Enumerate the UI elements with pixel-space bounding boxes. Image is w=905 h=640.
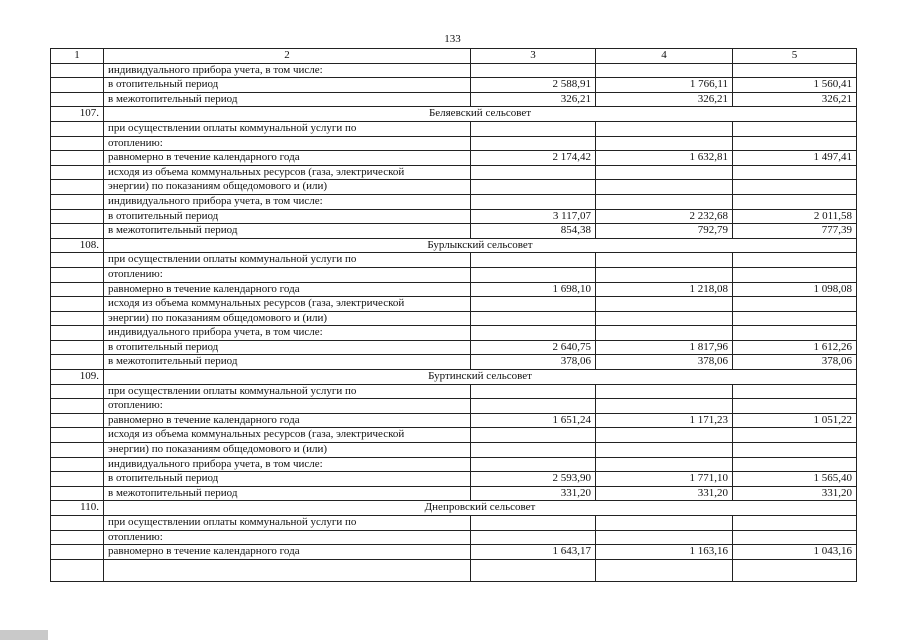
value-cell-5: 1 051,22 [733, 413, 857, 428]
row-number-cell [51, 399, 104, 414]
table-row [51, 530, 857, 545]
row-number-cell [51, 428, 104, 443]
value-cell-3: 2 640,75 [471, 340, 596, 355]
description-cell: исходя из объема коммунальных ресурсов (газа, электрической [104, 165, 471, 180]
description-cell: отоплению: [104, 399, 471, 414]
description-cell: энергии) по показаниям общедомового и (или) [104, 311, 471, 326]
section-title: Беляевский сельсовет [104, 107, 857, 122]
value-cell-5: 1 612,26 [733, 340, 857, 355]
value-cell-5 [733, 457, 857, 472]
row-number-cell [51, 457, 104, 472]
value-cell-5 [733, 399, 857, 414]
row-number-cell [51, 267, 104, 282]
value-cell-5 [733, 180, 857, 195]
row-number-cell [51, 530, 104, 545]
section-number: 109. [51, 370, 104, 385]
description-cell: исходя из объема коммунальных ресурсов (газа, электрической [104, 428, 471, 443]
section-title: Днепровский сельсовет [104, 501, 857, 516]
value-cell-3 [471, 297, 596, 312]
value-cell-4 [596, 297, 733, 312]
value-cell-5 [733, 428, 857, 443]
value-cell-3 [471, 399, 596, 414]
value-cell-5: 1 098,08 [733, 282, 857, 297]
table-row [51, 545, 857, 560]
value-cell-3 [471, 559, 596, 581]
row-number-cell [51, 559, 104, 581]
value-cell-3: 3 117,07 [471, 209, 596, 224]
value-cell-5: 1 560,41 [733, 78, 857, 93]
table-body [51, 49, 857, 582]
value-cell-3 [471, 457, 596, 472]
value-cell-4 [596, 428, 733, 443]
table-row [51, 267, 857, 282]
table-row [51, 340, 857, 355]
value-cell-4 [596, 559, 733, 581]
value-cell-4 [596, 530, 733, 545]
value-cell-5 [733, 63, 857, 78]
value-cell-3 [471, 267, 596, 282]
value-cell-3 [471, 121, 596, 136]
value-cell-3 [471, 180, 596, 195]
row-number-cell [51, 209, 104, 224]
section-row [51, 238, 857, 253]
value-cell-3 [471, 443, 596, 458]
value-cell-4: 2 232,68 [596, 209, 733, 224]
value-cell-3 [471, 165, 596, 180]
table-row [51, 413, 857, 428]
value-cell-4: 1 163,16 [596, 545, 733, 560]
row-number-cell [51, 78, 104, 93]
value-cell-5 [733, 384, 857, 399]
table-row [51, 559, 857, 581]
description-cell: индивидуального прибора учета, в том числе: [104, 457, 471, 472]
section-title: Бурлыкский сельсовет [104, 238, 857, 253]
value-cell-3: 378,06 [471, 355, 596, 370]
value-cell-3: 1 651,24 [471, 413, 596, 428]
value-cell-5 [733, 326, 857, 341]
table-row [51, 121, 857, 136]
value-cell-5 [733, 516, 857, 531]
value-cell-3 [471, 326, 596, 341]
value-cell-5 [733, 530, 857, 545]
description-cell: при осуществлении оплаты коммунальной услуги по [104, 253, 471, 268]
row-number-cell [51, 443, 104, 458]
description-cell: индивидуального прибора учета, в том числе: [104, 63, 471, 78]
tariff-table [50, 48, 857, 582]
description-cell: индивидуального прибора учета, в том числе: [104, 194, 471, 209]
column-header-5: 5 [733, 49, 857, 64]
value-cell-4: 378,06 [596, 355, 733, 370]
value-cell-3 [471, 516, 596, 531]
value-cell-4: 1 632,81 [596, 151, 733, 166]
table-row [51, 326, 857, 341]
description-cell: отоплению: [104, 267, 471, 282]
description-cell [104, 559, 471, 581]
table-row [51, 516, 857, 531]
section-row [51, 107, 857, 122]
row-number-cell [51, 340, 104, 355]
description-cell: равномерно в течение календарного года [104, 282, 471, 297]
value-cell-4 [596, 165, 733, 180]
value-cell-3 [471, 384, 596, 399]
value-cell-3: 2 174,42 [471, 151, 596, 166]
table-row [51, 355, 857, 370]
value-cell-5 [733, 267, 857, 282]
value-cell-3: 2 588,91 [471, 78, 596, 93]
row-number-cell [51, 282, 104, 297]
value-cell-4: 326,21 [596, 92, 733, 107]
value-cell-5 [733, 194, 857, 209]
table-row [51, 384, 857, 399]
value-cell-4 [596, 136, 733, 151]
description-cell: в межотопительный период [104, 355, 471, 370]
section-number: 108. [51, 238, 104, 253]
value-cell-4: 1 771,10 [596, 472, 733, 487]
table-row [51, 194, 857, 209]
column-header-2: 2 [104, 49, 471, 64]
value-cell-5 [733, 165, 857, 180]
value-cell-3 [471, 63, 596, 78]
section-row [51, 370, 857, 385]
table-row [51, 180, 857, 195]
table-row [51, 457, 857, 472]
value-cell-5: 326,21 [733, 92, 857, 107]
value-cell-4 [596, 399, 733, 414]
row-number-cell [51, 384, 104, 399]
description-cell: в межотопительный период [104, 486, 471, 501]
value-cell-4: 331,20 [596, 486, 733, 501]
row-number-cell [51, 194, 104, 209]
column-header-4: 4 [596, 49, 733, 64]
value-cell-4 [596, 457, 733, 472]
value-cell-3: 854,38 [471, 224, 596, 239]
value-cell-4 [596, 121, 733, 136]
description-cell: равномерно в течение календарного года [104, 151, 471, 166]
value-cell-3: 331,20 [471, 486, 596, 501]
row-number-cell [51, 326, 104, 341]
value-cell-3: 1 698,10 [471, 282, 596, 297]
row-number-cell [51, 413, 104, 428]
value-cell-3: 326,21 [471, 92, 596, 107]
value-cell-5: 1 565,40 [733, 472, 857, 487]
row-number-cell [51, 151, 104, 166]
value-cell-4 [596, 326, 733, 341]
row-number-cell [51, 136, 104, 151]
value-cell-4: 1 766,11 [596, 78, 733, 93]
row-number-cell [51, 516, 104, 531]
description-cell: энергии) по показаниям общедомового и (или) [104, 180, 471, 195]
value-cell-4 [596, 267, 733, 282]
row-number-cell [51, 63, 104, 78]
page-number: 133 [444, 33, 461, 45]
description-cell: в межотопительный период [104, 92, 471, 107]
description-cell: отоплению: [104, 136, 471, 151]
value-cell-4 [596, 63, 733, 78]
description-cell: отоплению: [104, 530, 471, 545]
row-number-cell [51, 545, 104, 560]
value-cell-3 [471, 311, 596, 326]
value-cell-5: 1 497,41 [733, 151, 857, 166]
value-cell-3: 1 643,17 [471, 545, 596, 560]
description-cell: при осуществлении оплаты коммунальной услуги по [104, 384, 471, 399]
value-cell-5: 777,39 [733, 224, 857, 239]
table-row [51, 443, 857, 458]
value-cell-3: 2 593,90 [471, 472, 596, 487]
table-row [51, 209, 857, 224]
value-cell-4: 1 171,23 [596, 413, 733, 428]
table-row [51, 486, 857, 501]
description-cell: в отопительный период [104, 472, 471, 487]
table-row [51, 78, 857, 93]
scan-edge-mark [0, 630, 48, 640]
table-row [51, 253, 857, 268]
description-cell: энергии) по показаниям общедомового и (или) [104, 443, 471, 458]
value-cell-5: 1 043,16 [733, 545, 857, 560]
row-number-cell [51, 180, 104, 195]
table-row [51, 311, 857, 326]
description-cell: равномерно в течение календарного года [104, 413, 471, 428]
column-header-1: 1 [51, 49, 104, 64]
description-cell: в отопительный период [104, 209, 471, 224]
section-title: Буртинский сельсовет [104, 370, 857, 385]
value-cell-5 [733, 253, 857, 268]
table-row [51, 282, 857, 297]
value-cell-4 [596, 180, 733, 195]
row-number-cell [51, 311, 104, 326]
value-cell-5: 378,06 [733, 355, 857, 370]
description-cell: исходя из объема коммунальных ресурсов (газа, электрической [104, 297, 471, 312]
table-row [51, 399, 857, 414]
section-number: 110. [51, 501, 104, 516]
row-number-cell [51, 165, 104, 180]
table-row [51, 472, 857, 487]
row-number-cell [51, 121, 104, 136]
row-number-cell [51, 472, 104, 487]
value-cell-4: 1 218,08 [596, 282, 733, 297]
value-cell-4 [596, 516, 733, 531]
value-cell-3 [471, 253, 596, 268]
row-number-cell [51, 92, 104, 107]
description-cell: в межотопительный период [104, 224, 471, 239]
row-number-cell [51, 253, 104, 268]
table-row [51, 297, 857, 312]
section-row [51, 501, 857, 516]
value-cell-5: 2 011,58 [733, 209, 857, 224]
description-cell: в отопительный период [104, 340, 471, 355]
description-cell: равномерно в течение календарного года [104, 545, 471, 560]
description-cell: при осуществлении оплаты коммунальной услуги по [104, 516, 471, 531]
value-cell-3 [471, 194, 596, 209]
value-cell-3 [471, 428, 596, 443]
table-row [51, 63, 857, 78]
table-row [51, 92, 857, 107]
table-row [51, 151, 857, 166]
value-cell-3 [471, 136, 596, 151]
row-number-cell [51, 224, 104, 239]
table-row [51, 428, 857, 443]
row-number-cell [51, 486, 104, 501]
value-cell-5 [733, 136, 857, 151]
value-cell-4 [596, 311, 733, 326]
row-number-cell [51, 355, 104, 370]
description-cell: индивидуального прибора учета, в том числе: [104, 326, 471, 341]
value-cell-3 [471, 530, 596, 545]
value-cell-4: 1 817,96 [596, 340, 733, 355]
table-row [51, 136, 857, 151]
row-number-cell [51, 297, 104, 312]
value-cell-5 [733, 443, 857, 458]
description-cell: при осуществлении оплаты коммунальной услуги по [104, 121, 471, 136]
value-cell-5 [733, 121, 857, 136]
value-cell-4: 792,79 [596, 224, 733, 239]
section-number: 107. [51, 107, 104, 122]
value-cell-5: 331,20 [733, 486, 857, 501]
value-cell-5 [733, 559, 857, 581]
table-row [51, 224, 857, 239]
table-header-row [51, 49, 857, 64]
column-header-3: 3 [471, 49, 596, 64]
value-cell-4 [596, 194, 733, 209]
value-cell-4 [596, 253, 733, 268]
value-cell-4 [596, 384, 733, 399]
value-cell-5 [733, 311, 857, 326]
value-cell-5 [733, 297, 857, 312]
description-cell: в отопительный период [104, 78, 471, 93]
table-row [51, 165, 857, 180]
value-cell-4 [596, 443, 733, 458]
